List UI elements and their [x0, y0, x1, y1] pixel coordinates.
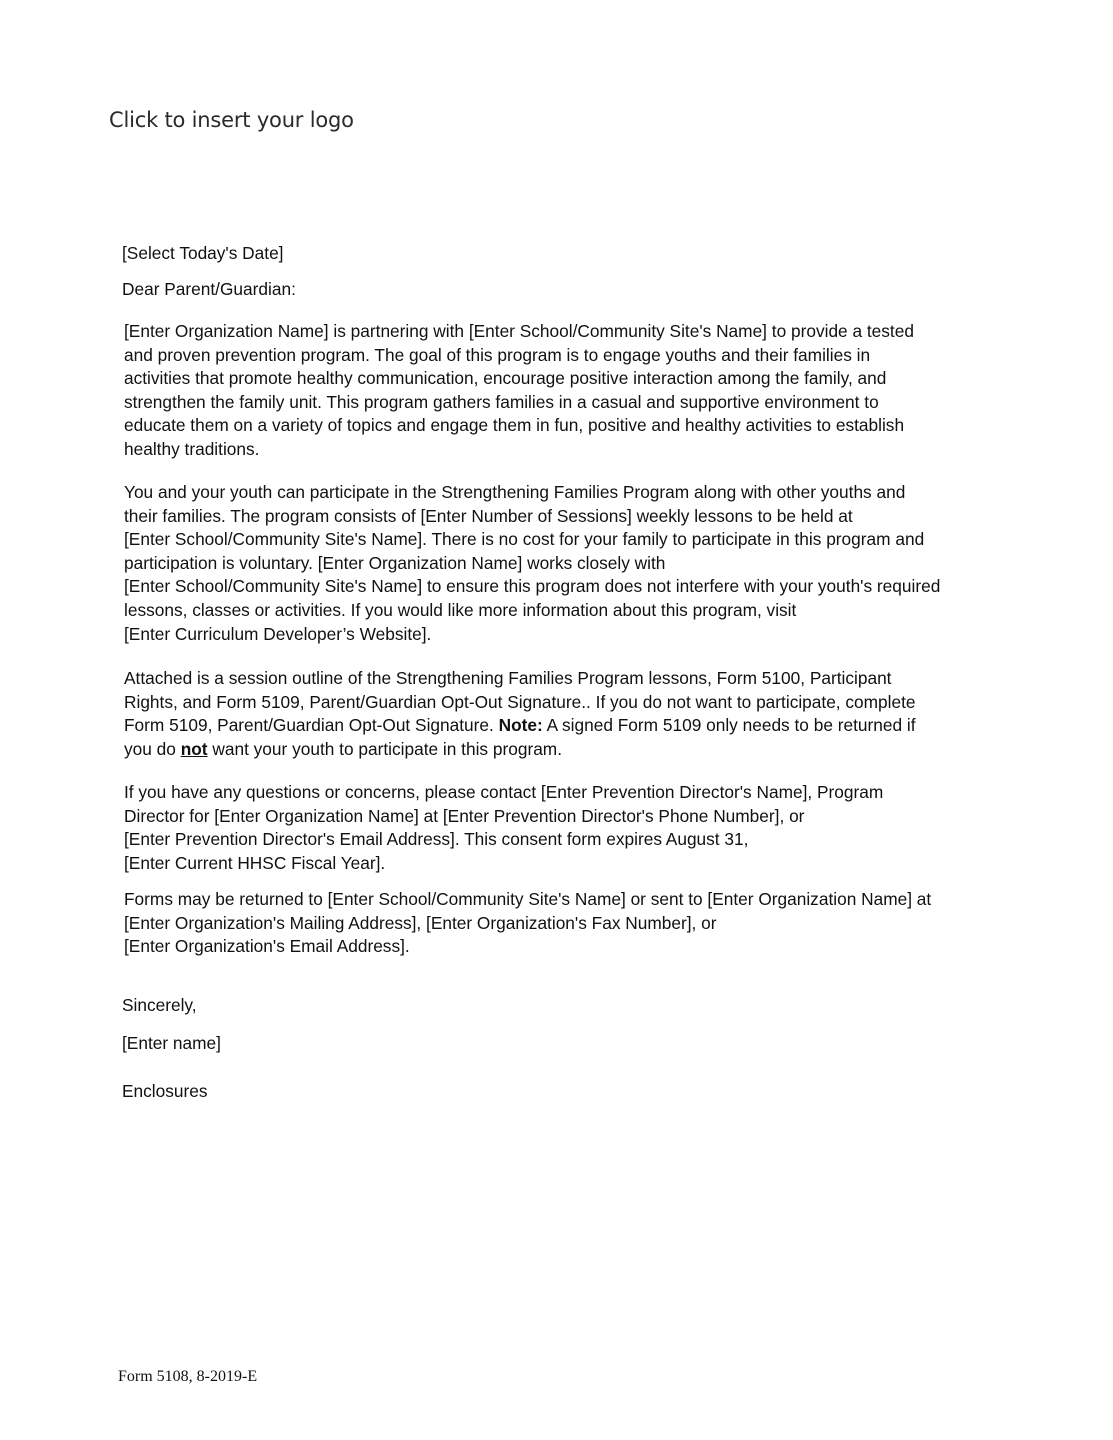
paragraph-participation [124, 481, 940, 646]
note-label: Note: [498, 715, 543, 736]
text-line: their families. The program consists of [Enter Number of Sessions] weekly lessons to be held at [124, 505, 853, 526]
text-line: [Enter Current HHSC Fiscal Year]. [124, 852, 386, 873]
text-line: [Enter Organization Name] is partnering with [Enter School/Community Site's Name] to provide a tested [124, 321, 914, 341]
text-line: Rights, and Form 5109, Parent/Guardian Opt-Out Signature.. If you do not want to participate, complete [124, 691, 916, 712]
text-line: and proven prevention program. The goal of this program is to engage youths and their families in [124, 344, 871, 365]
paragraph-program-intro [124, 320, 914, 462]
text-line: If you have any questions or concerns, please contact [Enter Prevention Director's Name], Program [124, 782, 884, 802]
text-line: Forms may be returned to [Enter School/Community Site's Name] or sent to [Enter Organization Name] at [124, 889, 932, 909]
text-line: [Enter Curriculum Developer’s Website]. [124, 623, 432, 644]
text-line: [Enter Prevention Director's Email Address]. This consent form expires August 31, [124, 829, 749, 850]
text-line: [Enter School/Community Site's Name] to ensure this program does not interfere with your youth's required [124, 576, 941, 597]
text-line: Director for [Enter Organization Name] at [Enter Prevention Director's Phone Number], or [124, 805, 805, 826]
text-line: [Enter Organization's Mailing Address], [Enter Organization's Fax Number], or [124, 912, 717, 933]
text-line [124, 738, 916, 762]
date-placeholder[interactable]: [Select Today's Date] [122, 243, 284, 263]
text-line: strengthen the family unit. This program gathers families in a casual and supportive environment to [124, 391, 879, 412]
paragraph-attachments [124, 667, 916, 761]
text-line: [Enter School/Community Site's Name]. There is no cost for your family to participate in this program and [124, 529, 925, 550]
salutation: Dear Parent/Guardian: [122, 279, 296, 299]
logo-placeholder[interactable]: Click to insert your logo [109, 108, 354, 132]
enclosures-label: Enclosures [122, 1081, 208, 1101]
text-segment: you do [124, 738, 181, 759]
form-footer: Form 5108, 8-2019-E [118, 1368, 258, 1385]
text-line: participation is voluntary. [Enter Organization Name] works closely with [124, 552, 666, 573]
paragraph-return-forms [124, 888, 931, 959]
text-line: Attached is a session outline of the Strengthening Families Program lessons, Form 5100, Participant [124, 668, 892, 688]
text-segment: want your youth to participate in this program. [207, 738, 563, 759]
text-line: You and your youth can participate in the Strengthening Families Program along with other youths and [124, 482, 906, 502]
text-segment: Form 5109, Parent/Guardian Opt-Out Signature. [124, 715, 499, 736]
closing: Sincerely, [122, 995, 197, 1015]
text-line: educate them on a variety of topics and engage them in fun, positive and healthy activities to establish [124, 415, 905, 436]
signature-placeholder[interactable]: [Enter name] [122, 1033, 221, 1053]
paragraph-contact [124, 781, 883, 875]
text-line: lessons, classes or activities. If you would like more information about this program, visit [124, 599, 797, 620]
text-line: activities that promote healthy communication, encourage positive interaction among the family, and [124, 368, 887, 389]
emphasis-not: not [180, 738, 208, 759]
text-line: healthy traditions. [124, 438, 260, 459]
text-segment: A signed Form 5109 only needs to be returned if [542, 715, 916, 736]
text-line [124, 714, 916, 738]
text-line: [Enter Organization's Email Address]. [124, 936, 410, 957]
